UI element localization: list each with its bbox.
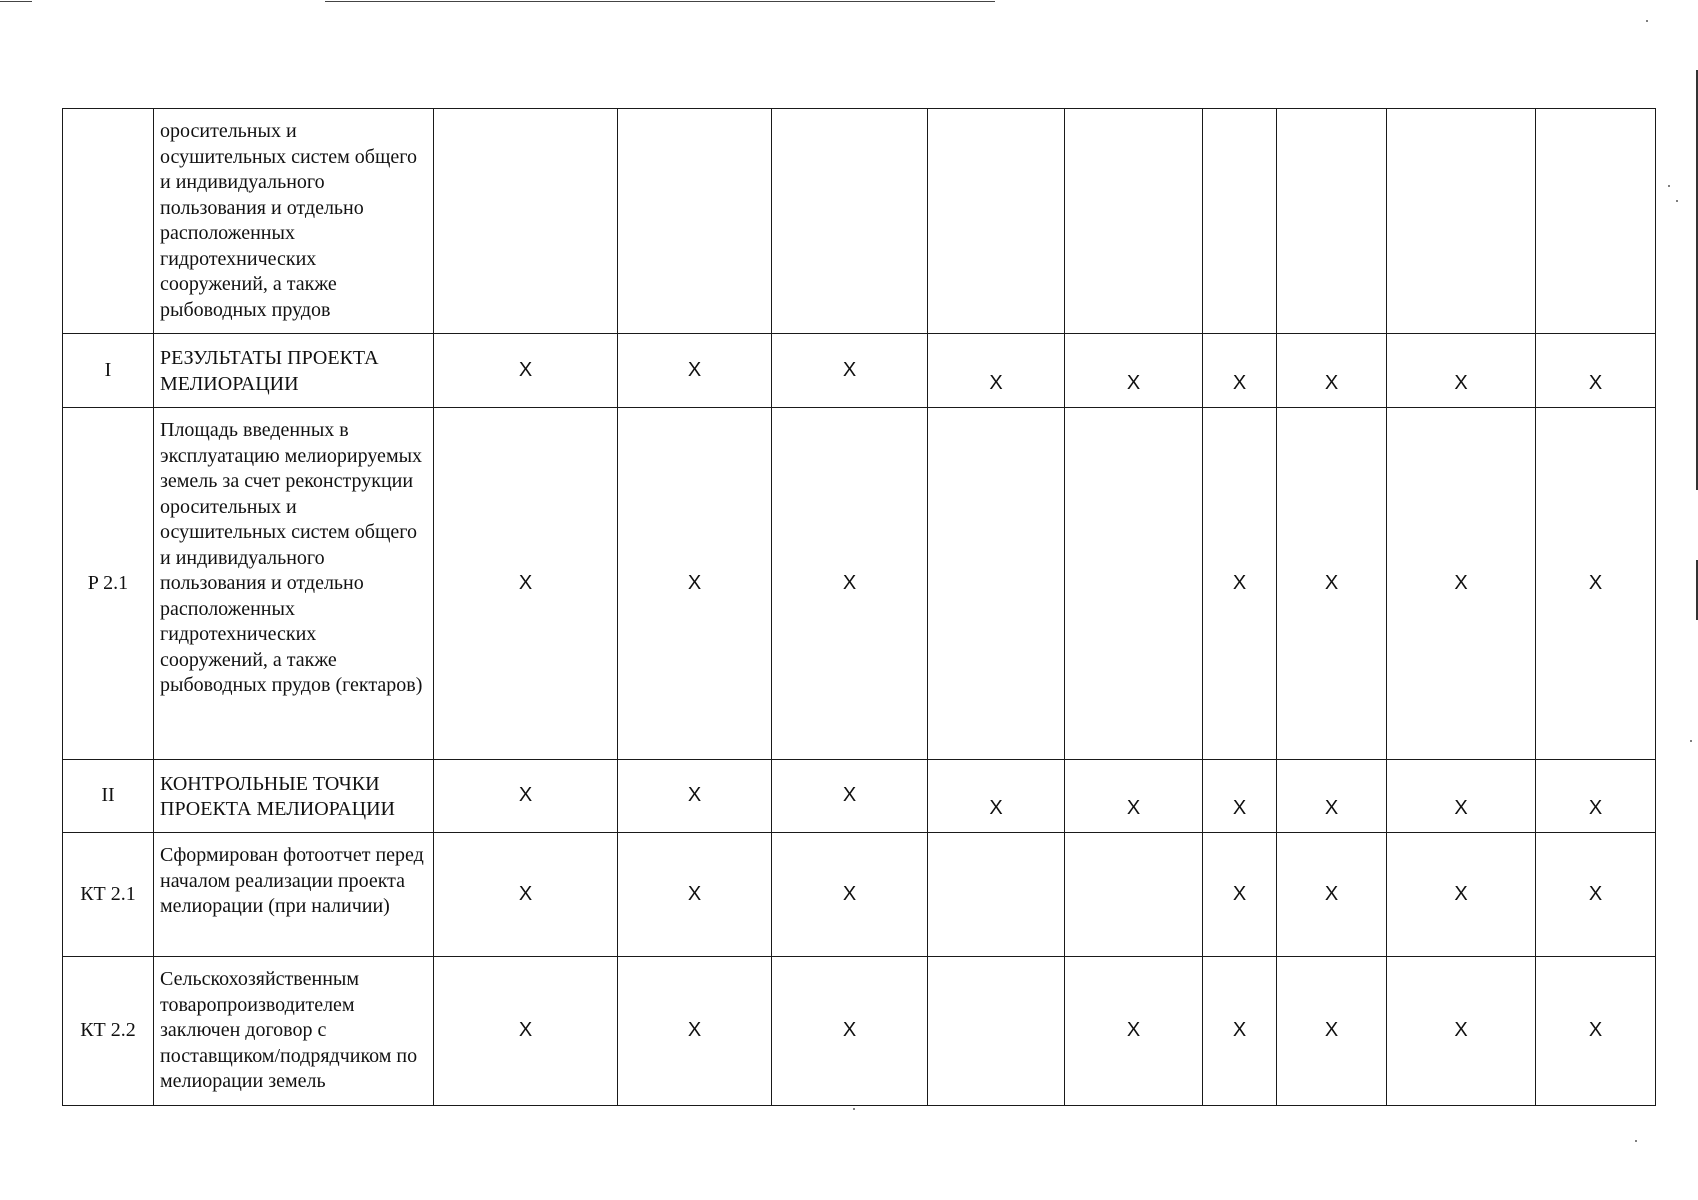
mark-cell: X — [772, 334, 928, 408]
mark-cell: X — [618, 334, 772, 408]
scan-dot — [1690, 740, 1692, 742]
row-description: оросительных и осушительных систем общего и индивидуального пользования и отдельно расположенных гидротехнических сооружений, а также рыбоводных прудов — [154, 109, 434, 334]
mark-cell: X — [1277, 408, 1387, 760]
mark-cell: X — [618, 833, 772, 957]
mark-cell — [1065, 833, 1203, 957]
mark-cell: X — [1065, 957, 1203, 1106]
mark-cell: X — [434, 957, 618, 1106]
mark-cell: X — [618, 408, 772, 760]
mark-cell: X — [772, 833, 928, 957]
mark-cell: X — [1203, 334, 1277, 408]
row-number: II — [63, 760, 154, 833]
mark-cell: X — [772, 957, 928, 1106]
mark-cell: X — [772, 760, 928, 833]
mark-cell: X — [434, 833, 618, 957]
row-description: Площадь введенных в эксплуатацию мелиорируемых земель за счет реконструкции оросительных и осушительных систем общего и индивидуального пользования и отдельно расположенных гидротехнических сооружений, а также рыбоводных прудов (гектаров) — [154, 408, 434, 760]
mark-cell: X — [928, 760, 1065, 833]
results-table — [62, 108, 1656, 1106]
scan-line-top-left — [0, 1, 32, 2]
mark-cell — [618, 109, 772, 334]
mark-cell: X — [1387, 833, 1536, 957]
mark-cell: X — [1277, 334, 1387, 408]
scan-dot — [1635, 1140, 1637, 1142]
mark-cell: X — [1536, 760, 1656, 833]
table-row — [63, 760, 1656, 833]
scan-dot — [1676, 200, 1678, 202]
mark-cell: X — [1065, 334, 1203, 408]
mark-cell: X — [1536, 957, 1656, 1106]
mark-cell: X — [1536, 408, 1656, 760]
mark-cell: X — [1203, 760, 1277, 833]
scan-line-top-center — [325, 1, 995, 2]
mark-cell: X — [618, 760, 772, 833]
mark-cell — [434, 109, 618, 334]
row-number: КТ 2.2 — [63, 957, 154, 1106]
mark-cell — [928, 833, 1065, 957]
row-number: P 2.1 — [63, 408, 154, 760]
mark-cell: X — [1536, 334, 1656, 408]
table-row — [63, 833, 1656, 957]
mark-cell: X — [1536, 833, 1656, 957]
row-number: КТ 2.1 — [63, 833, 154, 957]
mark-cell: X — [1277, 760, 1387, 833]
mark-cell: X — [1203, 833, 1277, 957]
scan-dot — [1668, 185, 1670, 187]
table-row — [63, 334, 1656, 408]
mark-cell: X — [1387, 957, 1536, 1106]
mark-cell — [1065, 408, 1203, 760]
table-row — [63, 408, 1656, 760]
mark-cell: X — [1203, 957, 1277, 1106]
mark-cell — [772, 109, 928, 334]
mark-cell: X — [1065, 760, 1203, 833]
mark-cell: X — [1277, 833, 1387, 957]
mark-cell: X — [1203, 408, 1277, 760]
mark-cell: X — [772, 408, 928, 760]
mark-cell — [1277, 109, 1387, 334]
mark-cell — [1203, 109, 1277, 334]
table-row — [63, 109, 1656, 334]
mark-cell: X — [434, 408, 618, 760]
mark-cell: X — [1387, 760, 1536, 833]
mark-cell: X — [434, 760, 618, 833]
mark-cell — [928, 408, 1065, 760]
mark-cell — [928, 109, 1065, 334]
mark-cell: X — [1387, 408, 1536, 760]
mark-cell: X — [928, 334, 1065, 408]
row-description: КОНТРОЛЬНЫЕ ТОЧКИ ПРОЕКТА МЕЛИОРАЦИИ — [154, 760, 434, 833]
mark-cell: X — [618, 957, 772, 1106]
mark-cell: X — [1277, 957, 1387, 1106]
row-number: I — [63, 334, 154, 408]
mark-cell: X — [1387, 334, 1536, 408]
scan-dot — [1646, 20, 1648, 22]
row-description: РЕЗУЛЬТАТЫ ПРОЕКТА МЕЛИОРАЦИИ — [154, 334, 434, 408]
row-description: Сформирован фотоотчет перед началом реализации проекта мелиорации (при наличии) — [154, 833, 434, 957]
mark-cell — [1536, 109, 1656, 334]
mark-cell — [928, 957, 1065, 1106]
scan-dot — [853, 1108, 855, 1110]
mark-cell — [1387, 109, 1536, 334]
mark-cell: X — [434, 334, 618, 408]
table-row — [63, 957, 1656, 1106]
row-number — [63, 109, 154, 334]
mark-cell — [1065, 109, 1203, 334]
row-description: Сельскохозяйственным товаропроизводителем заключен договор с поставщиком/подрядчиком по мелиорации земель — [154, 957, 434, 1106]
